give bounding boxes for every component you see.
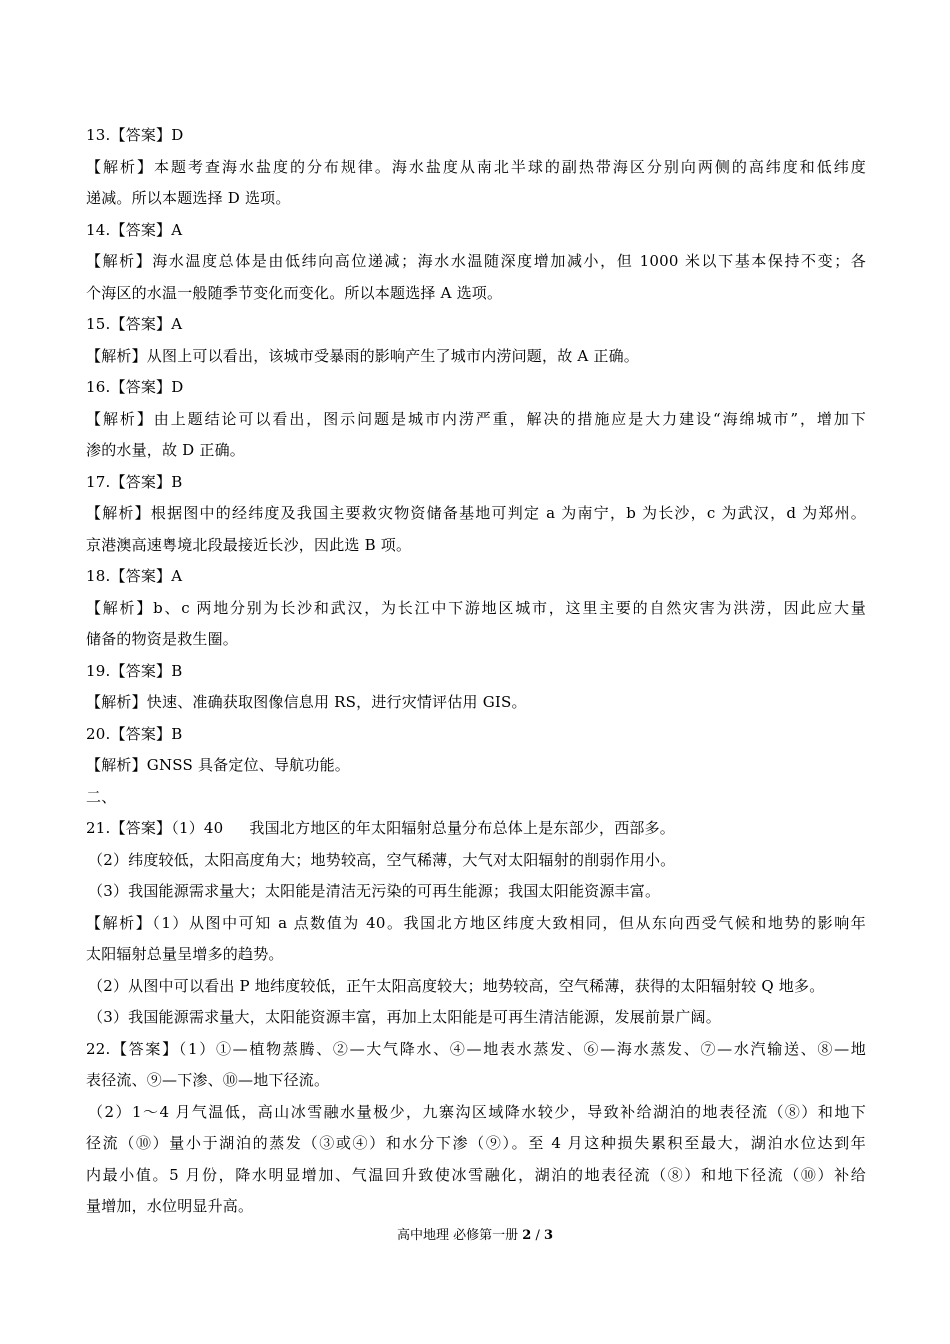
q22-answer-line5: 内最小值。5 月份，降水明显增加、气温回升致使冰雪融化，湖泊的地表径流（⑧）和地下径流（⑩）补给: [86, 1165, 866, 1184]
q16-answer: 16.【答案】D: [86, 378, 184, 396]
q22-answer-line1: 22.【答案】（1）①—植物蒸腾、②—大气降水、④—地表水蒸发、⑥—海水蒸发、⑦—水汽输送、⑧—地: [86, 1039, 866, 1058]
page-footer: [0, 1226, 950, 1246]
q21-answer-part1: 21.【答案】（1）40: [86, 819, 224, 837]
q21-answer-part1-text: 我国北方地区的年太阳辐射总量分布总体上是东部少，西部多。: [249, 819, 675, 837]
q21-analysis-line4: （3）我国能源需求量大，太阳能资源丰富，再加上太阳能是可再生清洁能源，发展前景广阔。: [88, 1008, 721, 1026]
q14-analysis-line2: 个海区的水温一般随季节变化而变化。所以本题选择 A 选项。: [86, 283, 503, 302]
q21-answer-line2: （2）纬度较低，太阳高度角大；地势较高，空气稀薄，大气对太阳辐射的削弱作用小。: [88, 850, 676, 869]
q13-analysis-line2: 递减。所以本题选择 D 选项。: [86, 189, 291, 207]
q18-analysis-line2: 储备的物资是救生圈。: [86, 630, 239, 648]
q21-analysis-line2: 太阳辐射总量呈增多的趋势。: [86, 945, 284, 963]
q18-analysis-line1: 【解析】b、c 两地分别为长沙和武汉，为长江中下游地区城市，这里主要的自然灾害为洪涝，因此应大量: [86, 598, 866, 617]
q20-answer: 20.【答案】B: [86, 724, 183, 743]
q21-analysis-line1: 【解析】（1）从图中可知 a 点数值为 40。我国北方地区纬度大致相同，但从东向西受气候和地势的影响年: [86, 913, 866, 932]
q22-answer-line4: 径流（⑩）量小于湖泊的蒸发（③或④）和水分下渗（⑨）。至 4 月这种损失累积至最大，湖泊水位达到年: [86, 1134, 866, 1152]
q22-answer-line2: 表径流、⑨—下渗、⑩—地下径流。: [86, 1071, 330, 1089]
answer-key-content: [86, 120, 866, 1223]
q21-answer-line3: （3）我国能源需求量大；太阳能是清洁无污染的可再生能源；我国太阳能资源丰富。: [88, 882, 661, 900]
q18-answer: 18.【答案】A: [86, 567, 183, 585]
q21-answer-line1: [86, 813, 866, 845]
q17-answer: 17.【答案】B: [86, 472, 183, 491]
page-number-current: 2: [522, 1228, 532, 1243]
q20-analysis: 【解析】GNSS 具备定位、导航功能。: [86, 756, 350, 774]
q13-analysis-line1: 【解析】本题考查海水盐度的分布规律。海水盐度从南北半球的副热带海区分别向两侧的高纬度和低纬度: [86, 157, 866, 176]
q21-analysis-line3: （2）从图中可以看出 P 地纬度较低，正午太阳高度较大；地势较高，空气稀薄，获得的太阳辐射较 Q 地多。: [88, 976, 825, 995]
q16-analysis-line2: 渗的水量，故 D 正确。: [86, 441, 245, 459]
footer-title: 高中地理 必修第一册: [396, 1228, 519, 1243]
page-number-separator: /: [531, 1228, 544, 1243]
q16-analysis-line1: 【解析】由上题结论可以看出，图示问题是城市内涝严重，解决的措施应是大力建设“海绵城市”，增加下: [86, 409, 866, 428]
q15-analysis: 【解析】从图上可以看出，该城市受暴雨的影响产生了城市内涝问题，故 A 正确。: [86, 346, 639, 365]
section-two-heading: 二、: [86, 787, 117, 806]
q19-analysis: 【解析】快速、准确获取图像信息用 RS，进行灾情评估用 GIS。: [86, 693, 527, 711]
q14-answer: 14.【答案】A: [86, 220, 183, 239]
q15-answer: 15.【答案】A: [86, 315, 183, 333]
page-number-total: 3: [543, 1228, 554, 1243]
q13-answer: 13.【答案】D: [86, 126, 184, 144]
q17-analysis-line1: 【解析】根据图中的经纬度及我国主要救灾物资储备基地可判定 a 为南宁，b 为长沙，c 为武汉，d 为郑州。: [86, 504, 866, 522]
q17-analysis-line2: 京港澳高速粤境北段最接近长沙，因此选 B 项。: [86, 535, 412, 554]
q19-answer: 19.【答案】B: [86, 661, 183, 680]
q14-analysis-line1: 【解析】海水温度总体是由低纬向高位递减；海水水温随深度增加减小，但 1000 米以下基本保持不变；各: [86, 252, 866, 270]
q22-answer-line3: （2）1～4 月气温低，高山冰雪融水量极少，九寨沟区域降水较少，导致补给湖泊的地表径流（⑧）和地下: [88, 1102, 866, 1121]
q22-answer-line6: 量增加，水位明显升高。: [86, 1197, 254, 1215]
